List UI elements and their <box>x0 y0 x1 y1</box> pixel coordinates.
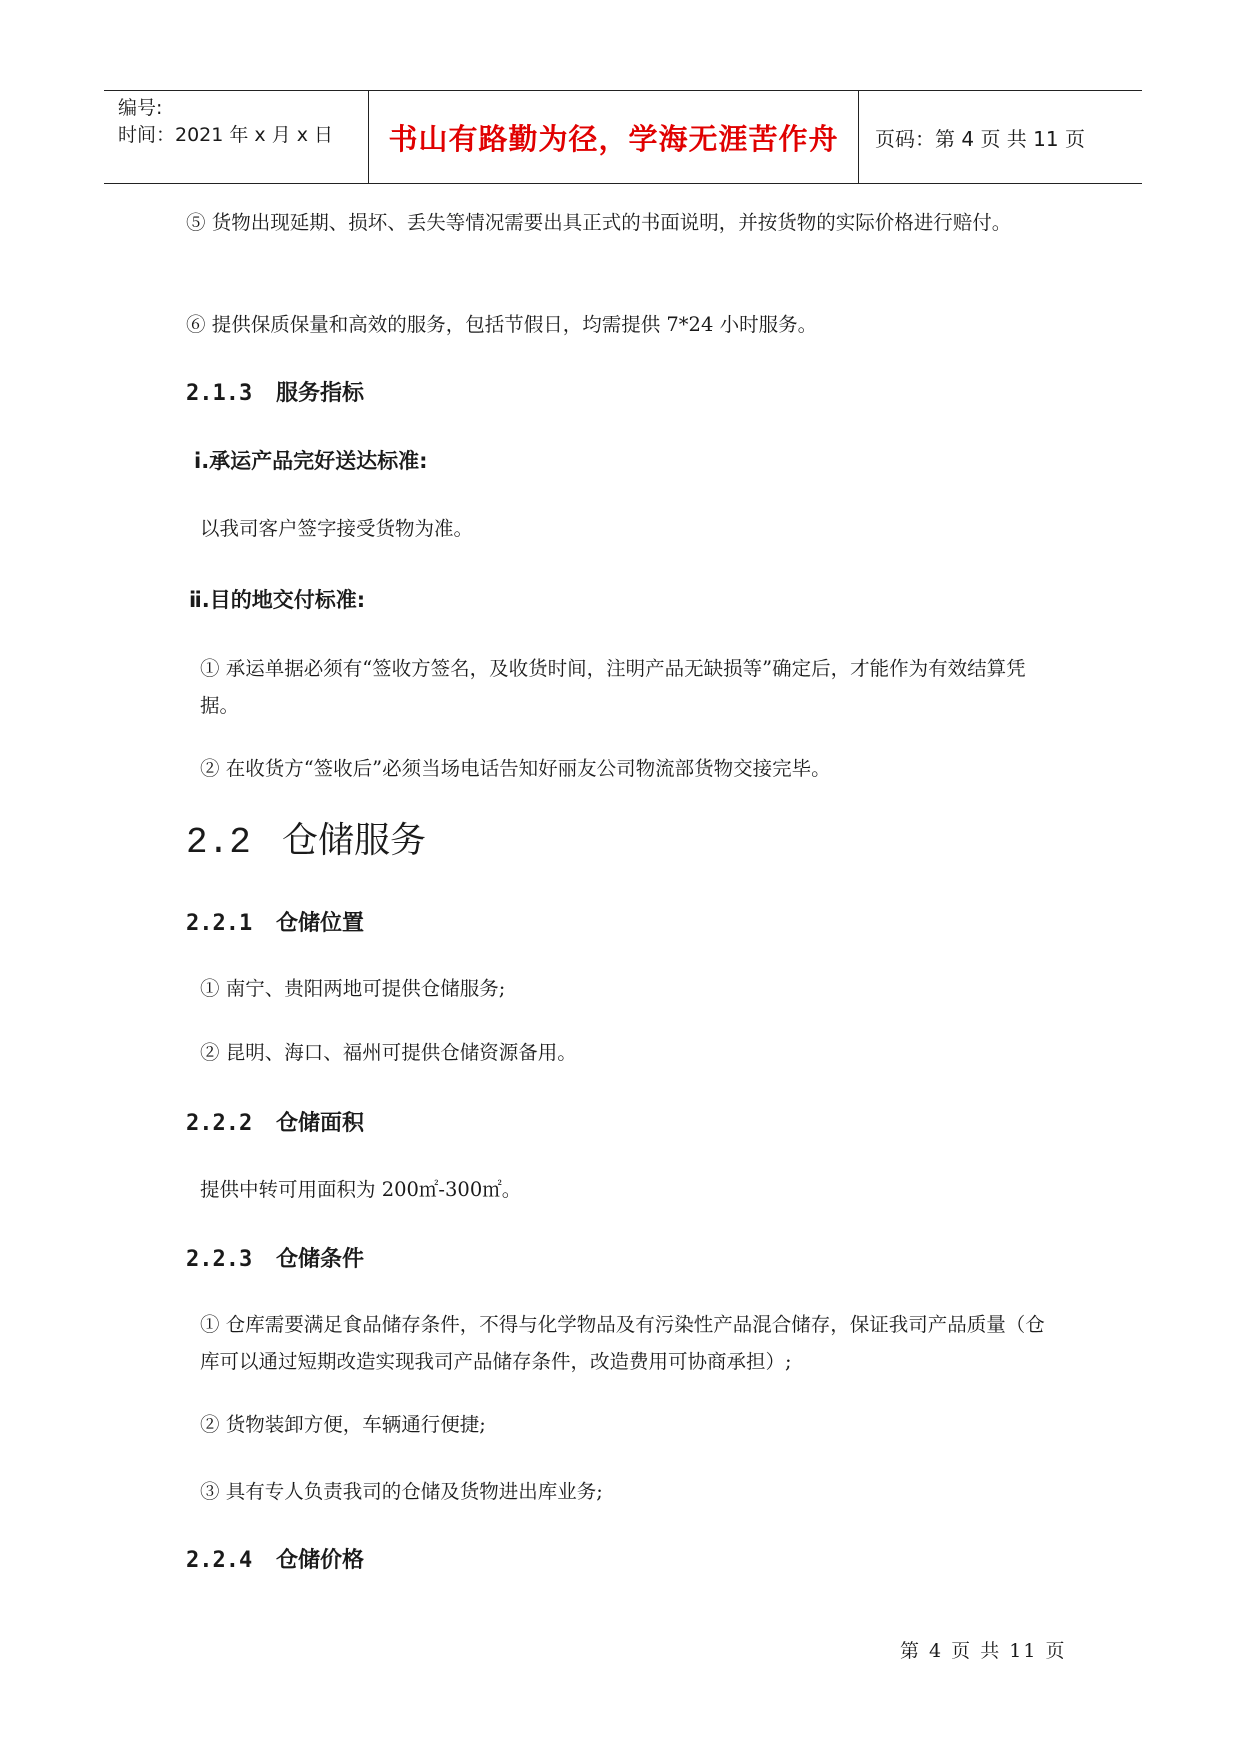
heading-2-2 <box>186 812 426 863</box>
heading-number: 2.1.3 <box>186 381 253 406</box>
heading-number: 2.2 <box>186 822 251 863</box>
paragraph-condition-2: ② 货物装卸方便，车辆通行便捷; <box>200 1413 486 1436</box>
paragraph-item-6: ⑥ 提供保质保量和高效的服务，包括节假日，均需提供 7*24 小时服务。 <box>186 313 818 336</box>
heading-2-2-1 <box>186 906 364 937</box>
header-page-code: 页码：第 4 页 共 11 页 <box>875 126 1085 151</box>
heading-title: 服务指标 <box>276 381 365 406</box>
heading-2-2-2 <box>186 1106 364 1137</box>
heading-number: 2.2.2 <box>186 1111 253 1136</box>
paragraph-delivery-1: ① 承运单据必须有“签收方签名，及收货时间，注明产品无缺损等”确定后，才能作为有效结算凭据。 <box>200 657 1026 717</box>
subheading-i: ⅰ.承运产品完好送达标准: <box>194 449 428 473</box>
paragraph-area: 提供中转可用面积为 200㎡-300㎡。 <box>200 1178 522 1201</box>
heading-title: 仓储面积 <box>276 1111 365 1136</box>
heading-2-2-4 <box>186 1543 364 1574</box>
paragraph-delivery-2: ② 在收货方“签收后”必须当场电话告知好丽友公司物流部货物交接完毕。 <box>200 757 831 780</box>
paragraph-condition-3: ③ 具有专人负责我司的仓储及货物进出库业务; <box>200 1480 603 1503</box>
heading-number: 2.2.4 <box>186 1548 253 1573</box>
paragraph-location-2: ② 昆明、海口、福州可提供仓储资源备用。 <box>200 1041 577 1064</box>
header-number-label: 编号: <box>118 97 163 119</box>
header-motto: 书山有路勤为径，学海无涯苦作舟 <box>369 91 859 183</box>
subheading-ii: ⅱ.目的地交付标准: <box>189 588 366 612</box>
page-header <box>104 90 1142 184</box>
header-meta <box>104 91 369 183</box>
heading-title: 仓储位置 <box>276 911 365 936</box>
paragraph-location-1: ① 南宁、贵阳两地可提供仓储服务; <box>200 977 506 1000</box>
page-footer: 第 4 页 共 11 页 <box>900 1640 1067 1662</box>
paragraph-condition-1: ① 仓库需要满足食品储存条件，不得与化学物品及有污染性产品混合储存，保证我司产品质量（仓库可以通过短期改造实现我司产品储存条件，改造费用可协商承担）; <box>200 1313 1045 1373</box>
heading-number: 2.2.3 <box>186 1247 253 1272</box>
heading-2-1-3 <box>186 376 364 407</box>
heading-title: 仓储服务 <box>282 820 427 861</box>
paragraph-item-5: ⑤ 货物出现延期、损坏、丢失等情况需要出具正式的书面说明，并按货物的实际价格进行赔付。 <box>186 211 1012 234</box>
heading-number: 2.2.1 <box>186 911 253 936</box>
heading-title: 仓储价格 <box>276 1548 365 1573</box>
header-time-label: 时间：2021 年 x 月 x 日 <box>118 124 334 146</box>
heading-2-2-3 <box>186 1242 364 1273</box>
paragraph-sign-standard: 以我司客户签字接受货物为准。 <box>200 517 474 540</box>
heading-title: 仓储条件 <box>276 1247 365 1272</box>
